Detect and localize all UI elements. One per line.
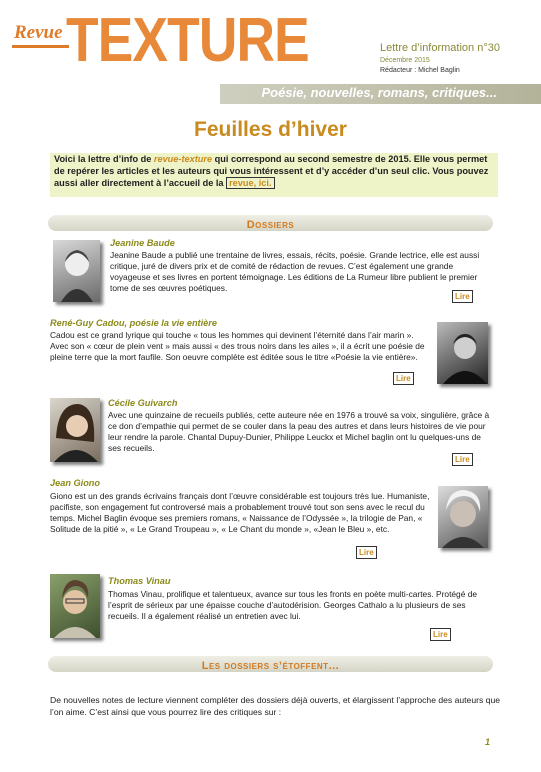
section-dossiers bbox=[48, 215, 493, 231]
issue-number: Lettre d’information n°30 bbox=[380, 42, 500, 54]
author-photo-giono bbox=[438, 486, 488, 548]
logo-underline bbox=[12, 45, 69, 48]
section-title: Dossiers bbox=[246, 219, 295, 231]
logo-texture: TEXTURE bbox=[66, 6, 309, 75]
entry-text: Giono est un des grands écrivains français dont l’œuvre considérable est toujours très lue. Humaniste, pacifiste, son engagement fut controversé mais a probablement trouvé tout son sens avec le recul du temps. Michel Baglin évoque ses premiers romans, « Naissance de l’Odyssée », la trilogie de Pan, « Solitude de la pitié », « Le Grand Troupeau », « Le Chant du monde », «Jean le Bleu », etc. bbox=[50, 491, 430, 534]
read-link[interactable]: Lire bbox=[356, 546, 377, 559]
intro-text-2: qui correspond au second semestre de 2015. Elle vous permet de repérer les articles et les auteurs qui vous intéressent et d’y accéder d’un seul clic. Vous pouvez aussi aller directement à l’accueil de la bbox=[54, 154, 489, 188]
author-photo-vinau bbox=[50, 574, 100, 638]
header-info bbox=[380, 42, 500, 74]
read-link[interactable]: Lire bbox=[430, 628, 451, 641]
page-title: Feuilles d’hiver bbox=[194, 118, 347, 141]
intro-text-1: Voici la lettre d’info de bbox=[54, 154, 154, 164]
entry-name: Cécile Guivarch bbox=[108, 398, 178, 408]
entry-name: Jeanine Baude bbox=[110, 238, 175, 248]
issue-date: Décembre 2015 bbox=[380, 57, 430, 64]
author-photo-baude bbox=[53, 240, 100, 302]
tagline-bar bbox=[220, 84, 541, 104]
read-link[interactable]: Lire bbox=[452, 290, 473, 303]
revue-home-link[interactable]: revue, ici. bbox=[226, 177, 274, 189]
entry-name: René-Guy Cadou, poésie la vie entière bbox=[50, 318, 217, 328]
entry-name: Jean Giono bbox=[50, 478, 101, 488]
portrait-image bbox=[437, 322, 488, 384]
section-dossiers-etoffent bbox=[48, 656, 493, 672]
page-number: 1 bbox=[485, 737, 491, 747]
footer-text: De nouvelles notes de lecture viennent compléter des dossiers déjà ouverts, et élargissent l’approche des auteurs que l’on aime. C’est ainsi que vous pourrez lire des critiques sur : bbox=[50, 695, 501, 717]
read-link[interactable]: Lire bbox=[452, 453, 473, 466]
section-title: Les dossiers s’étoffent... bbox=[201, 660, 340, 672]
entry-text: Thomas Vinau, prolifique et talentueux, avance sur tous les fronts en poète multi-cartes. Protégé de l’esprit de sérieux par une épaisse couche d’autodérision. Georges Cathalo a lu plusieurs de ses recueils. Il a également réalisé un entretien avec lui. bbox=[108, 589, 478, 621]
portrait-image bbox=[53, 240, 100, 302]
portrait-image bbox=[50, 574, 100, 638]
intro-highlight[interactable]: revue-texture bbox=[153, 154, 213, 164]
portrait-image bbox=[438, 486, 488, 548]
entry-name: Thomas Vinau bbox=[108, 576, 171, 586]
logo-revue: Revue bbox=[14, 22, 63, 43]
entry-text: Jeanine Baude a publié une trentaine de livres, essais, récits, poésie. Grande lectrice, elle est aussi critique, juré de divers prix et de comité de rédaction de revues. C’est également une grande voyageuse et ses livres en portent témoignage. Les éditions de La Rumeur libre publient le premier tome de ses œuvres poétiques. bbox=[110, 250, 480, 293]
intro-box bbox=[50, 153, 498, 197]
portrait-image bbox=[50, 398, 100, 462]
read-link[interactable]: Lire bbox=[393, 372, 414, 385]
entry-text: Avec une quinzaine de recueils publiés, cette auteure née en 1976 a trouvé sa voix, singulière, grâce à ce don d’empathie qui permet de se couler dans la peau des autres et dans leurs histoires de vie pour leur rendre la parole. Chantal Dupuy-Dunier, Philippe Leuckx et Michel baglin ont lu quelques-uns de ses recueils. bbox=[108, 410, 490, 453]
author-photo-guivarch bbox=[50, 398, 100, 462]
newsletter-header bbox=[0, 0, 541, 106]
author-photo-cadou bbox=[437, 322, 488, 384]
tagline: Poésie, nouvelles, romans, critiques... bbox=[261, 85, 497, 100]
editor-credit: Rédacteur : Michel Baglin bbox=[380, 67, 460, 74]
entry-text: Cadou est ce grand lyrique qui touche « tous les hommes qui devinent l’éternité dans l’air marin ». Avec son « cœur de plein vent » mais aussi « des trous noirs dans les ailes », il a écrit une poésie de pleine terre que la mort faufile. Son oeuvre complète est éditée sous le titre «Poésie la vie entière». bbox=[50, 330, 425, 362]
